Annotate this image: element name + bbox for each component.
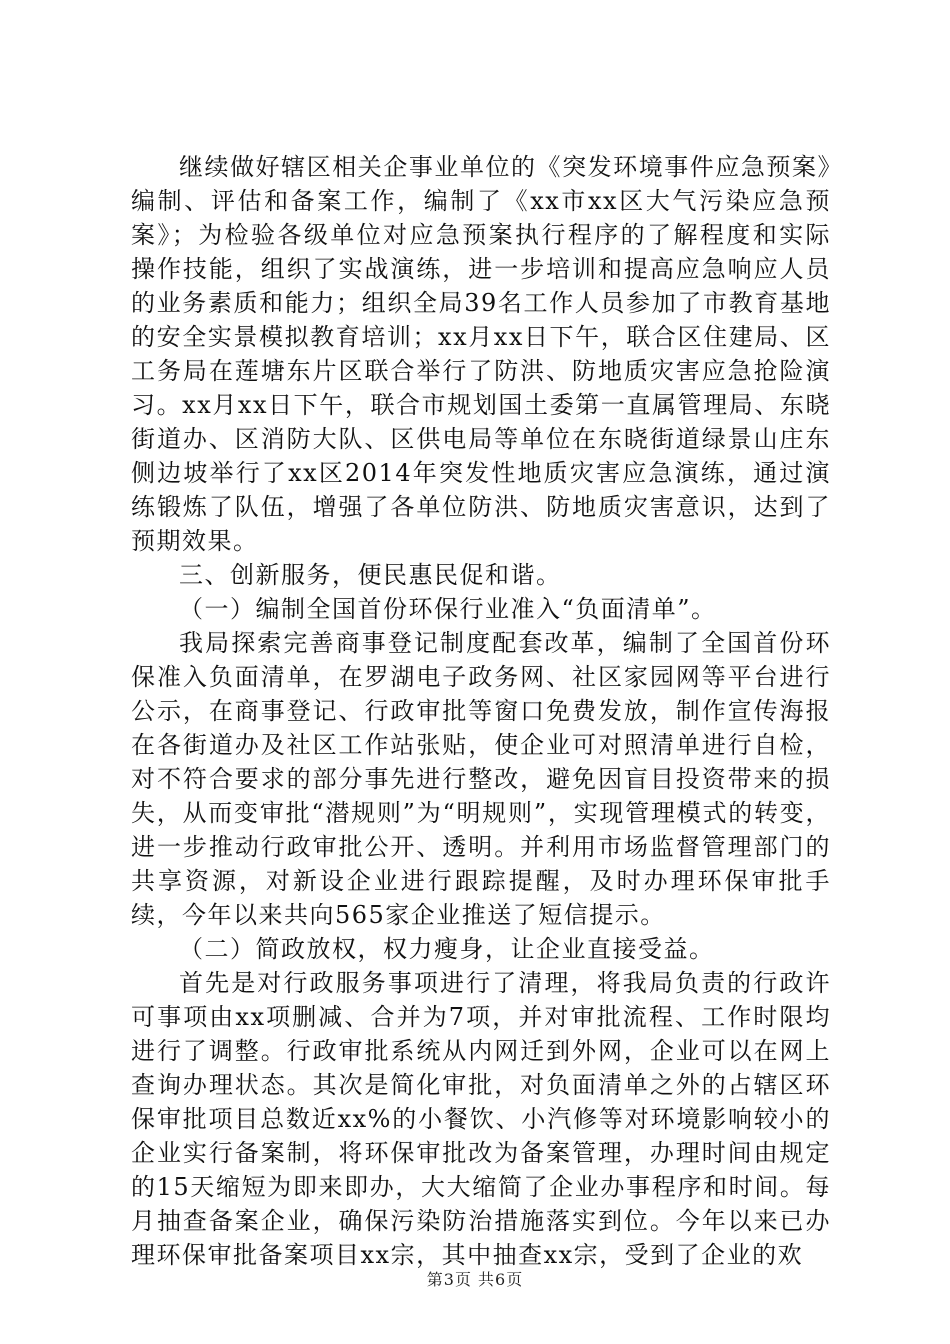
paragraph-emergency-plans: 继续做好辖区相关企事业单位的《突发环境事件应急预案》编制、评估和备案工作，编制了《xx市xx区大气污染应急预案》；为检验各级单位对应急预案执行程序的了解程度和实际操作技能，组织了实战演练，进一步培训和提高应急响应人员的业务素质和能力；组织全局39名工作人员参加了市教育基地的安全实景模拟教育培训；xx月xx日下午，联合区住建局、区工务局在莲塘东片区联合举行了防洪、防地质灾害应急抢险演习。xx月xx日下午，联合市规划国土委第一直属管理局、东晓街道办、区消防大队、区供电局等单位在东晓街道绿景山庄东侧边坡举行了xx区2014年突发性地质灾害应急演练，通过演练锻炼了队伍，增强了各单位防洪、防地质灾害意识，达到了预期效果。: [131, 153, 831, 555]
paragraph-negative-list: 我局探索完善商事登记制度配套改革，编制了全国首份环保准入负面清单，在罗湖电子政务网、社区家园网等平台进行公示，在商事登记、行政审批等窗口免费发放，制作宣传海报在各街道办及社区工作站张贴，使企业可对照清单进行自检，对不符合要求的部分事先进行整改，避免因盲目投资带来的损失，从而变审批“潜规则”为“明规则”，实现管理模式的转变，进一步推动行政审批公开、透明。并利用市场监督管理部门的共享资源，对新设企业进行跟踪提醒，及时办理环保审批手续，今年以来共向565家企业推送了短信提示。: [131, 629, 831, 929]
section-heading-innovation: 三、创新服务，便民惠民促和谐。: [179, 561, 562, 589]
subsection-heading-negative-list: （一）编制全国首份环保行业准入“负面清单”。: [179, 595, 717, 623]
paragraph-streamline: 首先是对行政服务事项进行了清理，将我局负责的行政许可事项由xx项删减、合并为7项，并对审批流程、工作时限均进行了调整。行政审批系统从内网迁到外网，企业可以在网上查询办理状态。其次是简化审批，对负面清单之外的占辖区环保审批项目总数近xx%的小餐饮、小汽修等对环境影响较小的企业实行备案制，将环保审批改为备案管理，办理时间由规定的15天缩短为即来即办，大大缩简了企业办事程序和时间。每月抽查备案企业，确保污染防治措施落实到位。今年以来已办理环保审批备案项目xx宗，其中抽查xx宗，受到了企业的欢: [131, 969, 831, 1269]
subsection-heading-streamline: （二）简政放权，权力瘦身，让企业直接受益。: [179, 935, 715, 963]
document-body: [131, 150, 831, 1272]
page-number-footer: 第3页 共6页: [426, 1270, 524, 1289]
